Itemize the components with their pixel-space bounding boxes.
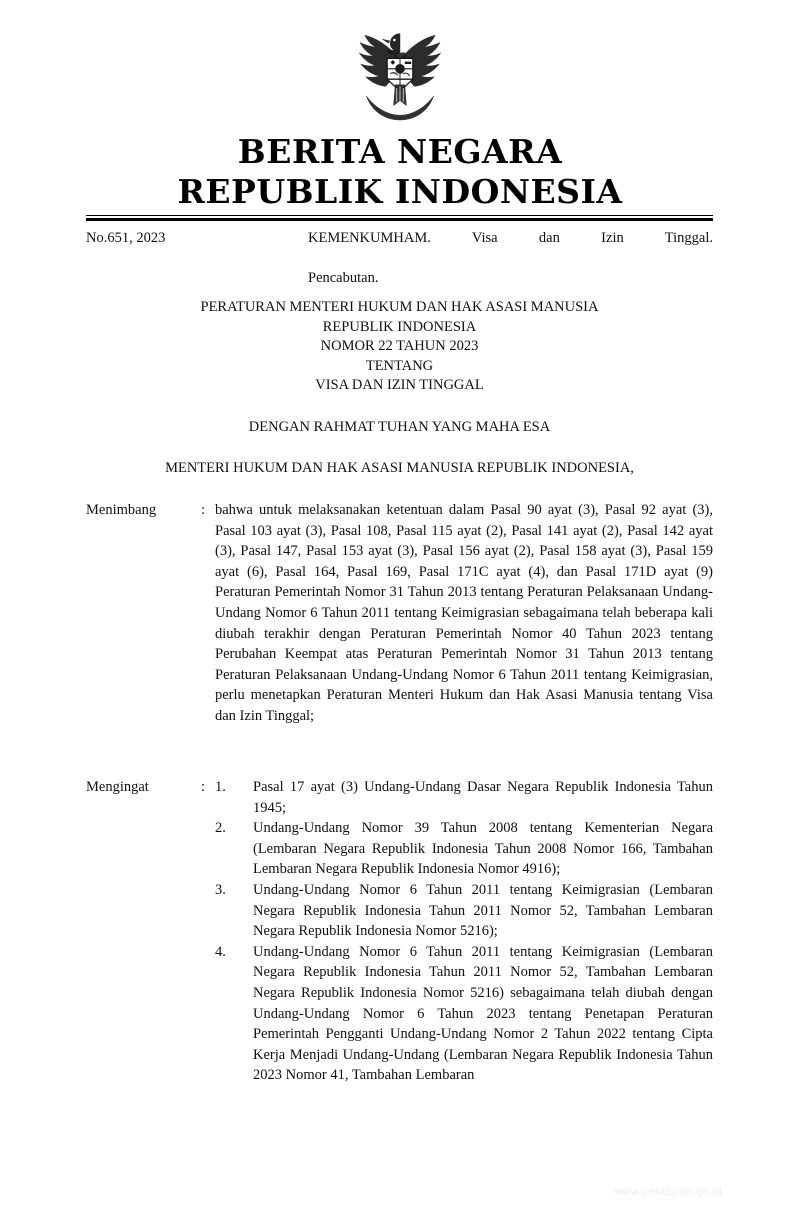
list-item [215,880,713,942]
regulation-subject: VISA DAN IZIN TINGGAL [315,377,484,393]
emblem-container [0,22,800,127]
mengingat-label: Mengingat [86,779,149,795]
mengingat-content [215,777,713,1086]
menimbang-label: Menimbang [86,502,157,518]
list-item [215,942,713,1086]
title-block [86,298,713,479]
regulation-title-line-2: REPUBLIK INDONESIA [322,318,477,335]
list-item-number: 4. [215,943,226,960]
clause-mengingat [86,777,713,1086]
gazette-number: No.651, 2023 [86,230,166,246]
subject-keywords [308,228,713,288]
regulation-about-label: TENTANG [365,357,434,374]
footer-watermark: www.peraturan.go.id [614,1186,722,1198]
header-double-rule [86,215,713,221]
menimbang-paragraph: bahwa untuk melaksanakan ketentuan dalam Pasal 90 ayat (3), Pasal 92 ayat (3), Pasal 103 ayat (3), Pasal 108, Pasal 115 ayat (2), Pasal 141 ayat (2), Pasal 142 ayat (3), Pasal 147, Pasal 153 ayat (3), Pasal 156 ayat (2), Pasal 158 ayat (3), Pasal 159 ayat (6), Pasal 164, Pasal 169, Pasal 171C ayat (4), dan Pasal 171D ayat (9) Peraturan Pemerintah Nomor 31 Tahun 2013 tentang Peraturan Pelaksanaan Undang-Undang Nomor 6 Tahun 2011 tentang Keimigrasian sebagaimana telah beberapa kali diubah terakhir dengan Peraturan Pemerintah Nomor 40 Tahun 2023 tentang Perubahan Keempat atas Peraturan Pemerintah Nomor 31 Tahun 2013 tentang Peraturan Pelaksanaan Undang-Undang Nomor 6 Tahun 2011 tentang Keimigrasian, perlu menetapkan Peraturan Menteri Hukum dan Hak Asasi Manusia tentang Visa dan Izin Tinggal; [215,502,713,724]
garuda-pancasila-emblem [352,22,448,122]
title-spacer-1 [86,396,713,418]
menimbang-content [215,500,713,727]
invocation-line: DENGAN RAHMAT TUHAN YANG MAHA ESA [248,418,551,435]
title-spacer-2 [86,437,713,459]
masthead-line-1: BERITA NEGARA [237,132,563,171]
list-item-number: 1. [215,779,226,795]
list-item-text: Undang-Undang Nomor 6 Tahun 2011 tentang Keimigrasian (Lembaran Negara Republik Indonesia Tahun 2011 Nomor 52, Tambahan Lembaran Negara Republik Indonesia Nomor 5216) sebagaimana telah diubah dengan Undang-Undang Nomor 6 Tahun 2023 tentang Penetapan Peraturan Pemerintah Pengganti Undang-Undang Nomor 2 Tahun 2022 tentang Cipta Kerja Menjadi Undang-Undang (Lembaran Negara Republik Indonesia Tahun 2023 Nomor 41, Tambahan Lembaran [253,943,713,1084]
list-item-text: Undang-Undang Nomor 6 Tahun 2011 tentang Keimigrasian (Lembaran Negara Republik Indonesia Tahun 2011 Nomor 52, Tambahan Lembaran Negara Republik Indonesia Nomor 5216); [253,881,713,940]
subject-line [86,228,713,288]
mengingat-colon: : [201,779,206,795]
list-item-text: Pasal 17 ayat (3) Undang-Undang Dasar Negara Republik Indonesia Tahun 1945; [253,779,713,816]
mengingat-list [215,777,713,1086]
list-item-number: 3. [215,881,226,898]
subject-keywords-line-1: KEMENKUMHAM. Visa dan Izin Tinggal. [308,230,713,246]
subject-keywords-line-2: Pencabutan. [308,270,379,286]
menimbang-colon: : [201,502,206,518]
regulation-number: NOMOR 22 TAHUN 2023 [320,338,479,354]
list-item [215,777,713,818]
list-item-text: Undang-Undang Nomor 39 Tahun 2008 tentang Kementerian Negara (Lembaran Negara Republik Indonesia Tahun 2008 Nomor 166, Tambahan Lembaran Negara Republik Indonesia Nomor 4916); [253,820,713,878]
masthead [0,132,800,212]
clause-menimbang [86,500,713,727]
list-item-number: 2. [215,820,226,837]
masthead-line-2: REPUBLIK INDONESIA [177,172,623,211]
issuing-authority-line: MENTERI HUKUM DAN HAK ASASI MANUSIA REPUBLIK INDONESIA, [165,460,634,476]
list-item [215,818,713,880]
regulation-title-line-1: PERATURAN MENTERI HUKUM DAN HAK ASASI MANUSIA [200,299,599,315]
rule-thick-line [86,218,713,221]
